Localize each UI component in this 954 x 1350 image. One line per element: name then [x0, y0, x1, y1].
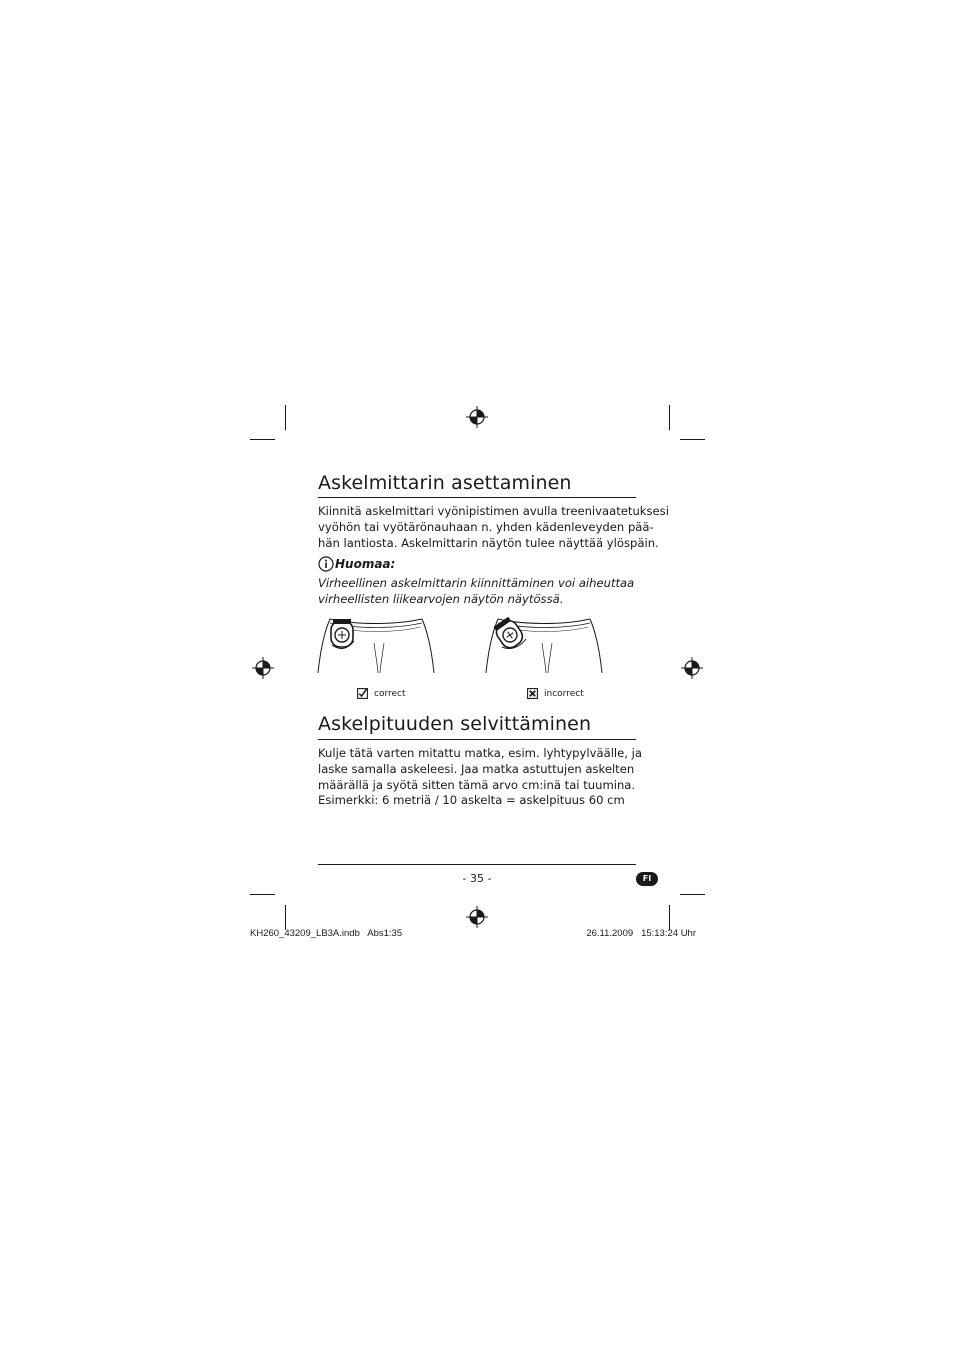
incorrect-label: incorrect	[544, 688, 584, 699]
footer-rule	[318, 864, 636, 865]
text-line: Kulje tätä varten mitattu matka, esim. lyhtypylväälle, ja	[318, 746, 642, 760]
checkmark-box-icon	[357, 688, 368, 699]
registration-mark-icon	[466, 406, 488, 428]
text-line: Virheellinen askelmittarin kiinnittäminen voi aiheuttaa	[318, 576, 635, 590]
crop-mark	[250, 439, 275, 440]
note-heading	[318, 555, 395, 573]
section-body	[318, 504, 669, 551]
crop-mark	[680, 439, 705, 440]
text-line: Kiinnitä askelmittari vyönipistimen avulla treenivaatetuksesi	[318, 504, 669, 518]
incorrect-caption	[527, 688, 584, 699]
section-title: Askelmittarin asettaminen	[318, 472, 572, 494]
crop-mark	[285, 405, 286, 430]
note-label: Huomaa:	[335, 557, 396, 571]
text-line: vyöhön tai vyötärönauhaan n. yhden kädenleveyden pää-	[318, 519, 654, 534]
info-icon	[318, 556, 334, 572]
crop-mark	[669, 905, 670, 930]
title-underline	[318, 497, 636, 498]
title-underline	[318, 739, 636, 740]
correct-label: correct	[374, 688, 406, 699]
crop-mark	[285, 905, 286, 930]
note-body	[318, 576, 648, 608]
incorrect-position-illustration	[484, 613, 606, 675]
registration-mark-icon	[252, 657, 274, 679]
registration-mark-icon	[681, 657, 703, 679]
section-body	[318, 746, 648, 809]
section-title: Askelpituuden selvittäminen	[318, 713, 592, 735]
crop-mark	[250, 894, 275, 895]
page-number: - 35 -	[462, 872, 492, 885]
registration-mark-icon	[466, 906, 488, 928]
file-info: KH260_43209_LB3A.indb Abs1:35	[250, 928, 403, 939]
text-line: virheellisten liikearvojen näytön näytössä.	[318, 591, 564, 606]
text-line: määrällä ja syötä sitten tämä arvo cm:inä tai tuumina.	[318, 777, 636, 792]
correct-caption	[357, 688, 406, 699]
language-badge: FI	[636, 872, 658, 886]
correct-position-illustration	[316, 613, 438, 675]
print-timestamp: 26.11.2009 15:13:24 Uhr	[586, 928, 696, 939]
text-line: laske samalla askeleesi. Jaa matka astuttujen askelten	[318, 761, 635, 776]
crop-mark	[680, 894, 705, 895]
text-line: hän lantiosta. Askelmittarin näytön tulee näyttää ylöspäin.	[318, 535, 659, 550]
cross-box-icon	[527, 688, 538, 699]
crop-mark	[669, 405, 670, 430]
text-line: Esimerkki: 6 metriä / 10 askelta = askelpituus 60 cm	[318, 793, 625, 808]
